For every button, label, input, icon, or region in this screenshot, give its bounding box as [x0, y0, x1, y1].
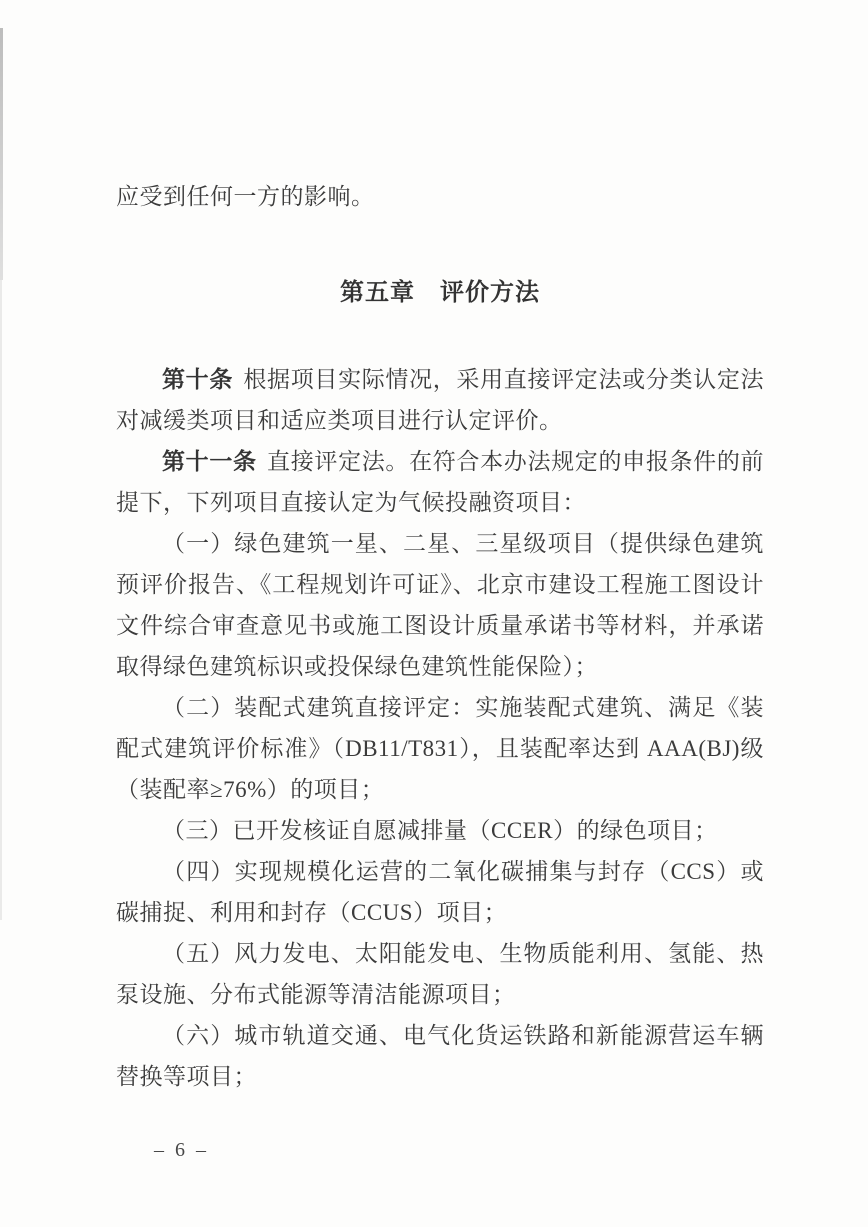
- article-10-text: 根据项目实际情况，采用直接评定法或分类认定法对减缓类项目和适应类项目进行认定评价。: [116, 367, 765, 433]
- article-11-paragraph: [116, 441, 764, 523]
- document-body: [116, 0, 764, 1097]
- chapter-heading: 第五章 评价方法: [340, 279, 540, 306]
- article-11-label: 第十一条: [162, 449, 257, 474]
- list-item-2: （二）装配式建筑直接评定：实施装配式建筑、满足《装配式建筑评价标准》（DB11/T831），且装配率达到 AAA(BJ)级（装配率≥76%）的项目；: [116, 695, 764, 802]
- list-item-6: （六）城市轨道交通、电气化货运铁路和新能源营运车辆替换等项目；: [116, 1023, 764, 1089]
- list-item-4: （四）实现规模化运营的二氧化碳捕集与封存（CCS）或碳捕捉、利用和封存（CCUS）项目；: [116, 859, 764, 925]
- scan-edge-artifact-lower: [0, 280, 2, 920]
- list-item-5: （五）风力发电、太阳能发电、生物质能利用、氢能、热泵设施、分布式能源等清洁能源项目；: [116, 941, 764, 1007]
- article-10-label: 第十条: [162, 367, 234, 392]
- list-item-1: （一）绿色建筑一星、二星、三星级项目（提供绿色建筑预评价报告、《工程规划许可证》、北京市建设工程施工图设计文件综合审查意见书或施工图设计质量承诺书等材料，并承诺取得绿色建筑标识或投保绿色建筑性能保险）；: [116, 531, 764, 679]
- page-number: – 6 –: [154, 1139, 209, 1161]
- list-item-3: （三）已开发核证自愿减排量（CCER）的绿色项目；: [162, 818, 718, 843]
- article-10-paragraph: [116, 359, 764, 441]
- paragraph-continuation: 应受到任何一方的影响。: [116, 184, 375, 209]
- scan-edge-artifact: [0, 28, 3, 280]
- article-11-text: 直接评定法。在符合本办法规定的申报条件的前提下，下列项目直接认定为气候投融资项目：: [116, 449, 765, 515]
